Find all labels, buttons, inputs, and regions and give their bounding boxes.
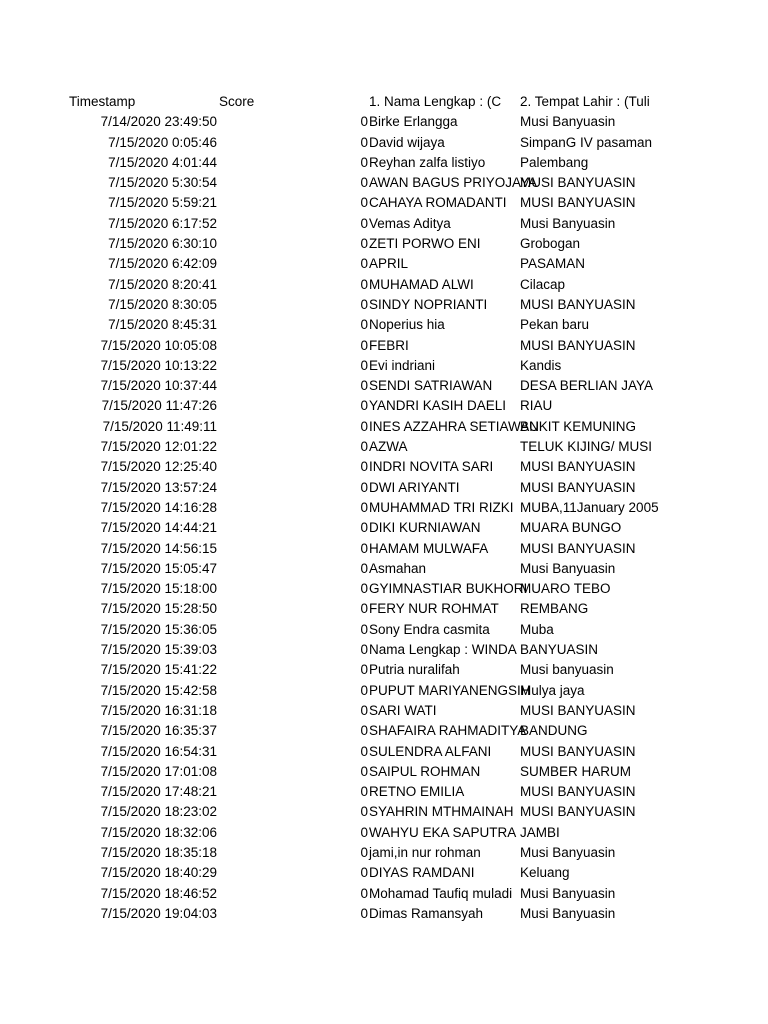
- name-cell: SENDI SATRIAWAN: [369, 378, 493, 394]
- timestamp-cell: 7/15/2020 15:42:58: [100, 682, 217, 698]
- table-row: [0, 457, 768, 477]
- score-cell: 0: [360, 905, 368, 921]
- name-cell: Dimas Ramansyah: [369, 905, 484, 921]
- name-cell: Asmahan: [369, 560, 427, 576]
- score-cell: 0: [360, 215, 368, 231]
- name-cell: SHAFAIRA RAHMADITYA: [369, 723, 527, 739]
- score-cell: 0: [360, 763, 368, 779]
- table-row: [0, 904, 768, 924]
- score-cell: 0: [360, 540, 368, 556]
- table-row: [0, 234, 768, 254]
- timestamp-cell: 7/15/2020 16:31:18: [100, 702, 217, 718]
- name-cell: Mohamad Taufiq muladi: [369, 885, 513, 901]
- score-cell: 0: [360, 195, 368, 211]
- score-cell: 0: [360, 296, 368, 312]
- timestamp-cell: 7/15/2020 15:05:47: [100, 560, 217, 576]
- score-cell: 0: [360, 682, 368, 698]
- table-row: [0, 173, 768, 193]
- name-cell: MUHAMMAD TRI RIZKI: [369, 499, 514, 515]
- table-row: [0, 214, 768, 234]
- score-cell: 0: [360, 398, 368, 414]
- name-cell: APRIL: [369, 256, 409, 272]
- birthplace-cell: MUSI BANYUASIN: [520, 175, 636, 191]
- score-cell: 0: [360, 804, 368, 820]
- score-cell: 0: [360, 134, 368, 150]
- header-name: 1. Nama Lengkap : (C: [369, 94, 502, 109]
- name-cell: AZWA: [369, 439, 408, 455]
- score-cell: 0: [360, 581, 368, 597]
- birthplace-cell: Musi Banyuasin: [520, 885, 616, 901]
- name-cell: David wijaya: [369, 134, 445, 150]
- header-row: [0, 92, 768, 112]
- birthplace-cell: BUKIT KEMUNING: [520, 418, 637, 434]
- birthplace-cell: MUSI BANYUASIN: [520, 784, 636, 800]
- birthplace-cell: Mulya jaya: [520, 682, 585, 698]
- name-cell: Birke Erlangga: [369, 114, 458, 130]
- birthplace-cell: TELUK KIJING/ MUSI: [520, 439, 653, 455]
- timestamp-cell: 7/15/2020 6:30:10: [108, 236, 217, 252]
- timestamp-cell: 7/15/2020 18:35:18: [100, 844, 217, 860]
- table-row: [0, 681, 768, 701]
- timestamp-cell: 7/15/2020 19:04:03: [100, 905, 217, 921]
- score-cell: 0: [360, 439, 368, 455]
- birthplace-cell: Palembang: [520, 154, 589, 170]
- name-cell: RETNO EMILIA: [369, 784, 465, 800]
- timestamp-cell: 7/14/2020 23:49:50: [100, 114, 217, 130]
- table-row: [0, 742, 768, 762]
- timestamp-cell: 7/15/2020 17:48:21: [100, 784, 217, 800]
- name-cell: SINDY NOPRIANTI: [369, 296, 488, 312]
- name-cell: Reyhan zalfa listiyo: [369, 154, 486, 170]
- name-cell: SARI WATI: [369, 702, 437, 718]
- score-cell: 0: [360, 459, 368, 475]
- table-row: [0, 599, 768, 619]
- score-cell: 0: [360, 499, 368, 515]
- name-cell: Nama Lengkap : WINDA: [369, 642, 517, 658]
- score-cell: 0: [360, 702, 368, 718]
- birthplace-cell: BANDUNG: [520, 723, 588, 739]
- table-row: [0, 802, 768, 822]
- table-row: [0, 133, 768, 153]
- name-cell: AWAN BAGUS PRIYOJAYA: [369, 175, 538, 191]
- name-cell: WAHYU EKA SAPUTRA: [369, 824, 517, 840]
- header-birthplace: 2. Tempat Lahir : (Tuli: [520, 94, 650, 109]
- score-cell: 0: [360, 621, 368, 637]
- timestamp-cell: 7/15/2020 18:32:06: [100, 824, 217, 840]
- timestamp-cell: 7/15/2020 14:44:21: [100, 520, 217, 536]
- table-row: [0, 539, 768, 559]
- timestamp-cell: 7/15/2020 10:05:08: [100, 337, 217, 353]
- name-cell: DIYAS RAMDANI: [369, 865, 475, 881]
- table-row: [0, 275, 768, 295]
- timestamp-cell: 7/15/2020 18:40:29: [100, 865, 217, 881]
- table-row: [0, 112, 768, 132]
- timestamp-cell: 7/15/2020 8:30:05: [108, 296, 217, 312]
- timestamp-cell: 7/15/2020 5:30:54: [108, 175, 217, 191]
- birthplace-cell: Musi Banyuasin: [520, 560, 616, 576]
- timestamp-cell: 7/15/2020 8:45:31: [108, 317, 217, 333]
- table-row: [0, 356, 768, 376]
- table-row: [0, 417, 768, 437]
- name-cell: ZETI PORWO ENI: [369, 236, 481, 252]
- score-cell: 0: [360, 520, 368, 536]
- birthplace-cell: PASAMAN: [520, 256, 586, 272]
- name-cell: HAMAM MULWAFA: [369, 540, 489, 556]
- table-row: [0, 315, 768, 335]
- table-row: [0, 396, 768, 416]
- score-cell: 0: [360, 601, 368, 617]
- table-row: [0, 478, 768, 498]
- table-row: [0, 559, 768, 579]
- timestamp-cell: 7/15/2020 4:01:44: [108, 154, 217, 170]
- name-cell: jami,in nur rohman: [369, 844, 481, 860]
- timestamp-cell: 7/15/2020 16:54:31: [100, 743, 217, 759]
- score-cell: 0: [360, 844, 368, 860]
- birthplace-cell: Cilacap: [520, 276, 566, 292]
- score-cell: 0: [360, 418, 368, 434]
- birthplace-cell: Kandis: [520, 357, 562, 373]
- timestamp-cell: 7/15/2020 17:01:08: [100, 763, 217, 779]
- name-cell: DIKI KURNIAWAN: [369, 520, 481, 536]
- score-cell: 0: [360, 317, 368, 333]
- timestamp-cell: 7/15/2020 12:25:40: [100, 459, 217, 475]
- score-cell: 0: [360, 642, 368, 658]
- name-cell: Evi indriani: [369, 357, 436, 373]
- timestamp-cell: 7/15/2020 18:46:52: [100, 885, 217, 901]
- score-cell: 0: [360, 662, 368, 678]
- table-row: [0, 193, 768, 213]
- birthplace-cell: Musi Banyuasin: [520, 905, 616, 921]
- birthplace-cell: DESA BERLIAN JAYA: [520, 378, 654, 394]
- birthplace-cell: MUARA BUNGO: [520, 520, 622, 536]
- name-cell: FERY NUR ROHMAT: [369, 601, 499, 617]
- birthplace-cell: MUSI BANYUASIN: [520, 702, 636, 718]
- birthplace-cell: Muba: [520, 621, 554, 637]
- birthplace-cell: Musi Banyuasin: [520, 114, 616, 130]
- timestamp-cell: 7/15/2020 14:16:28: [100, 499, 217, 515]
- timestamp-cell: 7/15/2020 15:41:22: [100, 662, 217, 678]
- score-cell: 0: [360, 784, 368, 800]
- score-cell: 0: [360, 560, 368, 576]
- name-cell: INDRI NOVITA SARI: [369, 459, 494, 475]
- table-row: [0, 498, 768, 518]
- header-timestamp: Timestamp: [69, 94, 136, 109]
- timestamp-cell: 7/15/2020 11:49:11: [102, 418, 217, 434]
- table-row: [0, 701, 768, 721]
- timestamp-cell: 7/15/2020 10:13:22: [100, 357, 217, 373]
- timestamp-cell: 7/15/2020 15:18:00: [100, 581, 217, 597]
- table-row: [0, 153, 768, 173]
- timestamp-cell: 7/15/2020 0:05:46: [108, 134, 217, 150]
- table-body: [0, 112, 768, 924]
- header-score: Score: [219, 94, 255, 109]
- score-cell: 0: [360, 723, 368, 739]
- birthplace-cell: JAMBI: [520, 824, 560, 840]
- table-row: [0, 660, 768, 680]
- birthplace-cell: MUSI BANYUASIN: [520, 296, 636, 312]
- birthplace-cell: MUSI BANYUASIN: [520, 479, 636, 495]
- birthplace-cell: MUARO TEBO: [520, 581, 611, 597]
- score-cell: 0: [360, 378, 368, 394]
- birthplace-cell: RIAU: [520, 398, 553, 414]
- name-cell: Vemas Aditya: [369, 215, 451, 231]
- table-row: [0, 336, 768, 356]
- table-row: [0, 762, 768, 782]
- birthplace-cell: BANYUASIN: [520, 642, 599, 658]
- timestamp-cell: 7/15/2020 15:36:05: [100, 621, 217, 637]
- name-cell: Noperius hia: [369, 317, 445, 333]
- score-cell: 0: [360, 256, 368, 272]
- score-cell: 0: [360, 479, 368, 495]
- name-cell: INES AZZAHRA SETIAWAN: [369, 418, 540, 434]
- spreadsheet: [0, 92, 768, 924]
- score-cell: 0: [360, 743, 368, 759]
- table-row: [0, 843, 768, 863]
- timestamp-cell: 7/15/2020 8:20:41: [108, 276, 217, 292]
- birthplace-cell: SUMBER HARUM: [520, 763, 632, 779]
- birthplace-cell: MUSI BANYUASIN: [520, 743, 636, 759]
- table-row: [0, 437, 768, 457]
- name-cell: PUPUT MARIYANENGSIH: [369, 682, 531, 698]
- score-cell: 0: [360, 885, 368, 901]
- score-cell: 0: [360, 154, 368, 170]
- name-cell: SAIPUL ROHMAN: [369, 763, 481, 779]
- timestamp-cell: 7/15/2020 18:23:02: [100, 804, 217, 820]
- name-cell: YANDRI KASIH DAELI: [369, 398, 507, 414]
- timestamp-cell: 7/15/2020 13:57:24: [100, 479, 217, 495]
- birthplace-cell: Pekan baru: [520, 317, 590, 333]
- name-cell: FEBRI: [369, 337, 409, 353]
- timestamp-cell: 7/15/2020 14:56:15: [100, 540, 217, 556]
- timestamp-cell: 7/15/2020 15:28:50: [100, 601, 217, 617]
- table-row: [0, 295, 768, 315]
- table-row: [0, 823, 768, 843]
- table-row: [0, 640, 768, 660]
- birthplace-cell: Musi Banyuasin: [520, 215, 616, 231]
- birthplace-cell: MUSI BANYUASIN: [520, 337, 636, 353]
- score-cell: 0: [360, 175, 368, 191]
- name-cell: CAHAYA ROMADANTI: [369, 195, 507, 211]
- birthplace-cell: MUSI BANYUASIN: [520, 540, 636, 556]
- table-row: [0, 721, 768, 741]
- score-cell: 0: [360, 824, 368, 840]
- timestamp-cell: 7/15/2020 16:35:37: [100, 723, 217, 739]
- score-cell: 0: [360, 357, 368, 373]
- timestamp-cell: 7/15/2020 6:17:52: [108, 215, 217, 231]
- birthplace-cell: REMBANG: [520, 601, 589, 617]
- table-row: [0, 579, 768, 599]
- name-cell: SULENDRA ALFANI: [369, 743, 492, 759]
- birthplace-cell: SimpanG IV pasaman: [520, 134, 653, 150]
- table-row: [0, 782, 768, 802]
- birthplace-cell: Keluang: [520, 865, 570, 881]
- table-row: [0, 620, 768, 640]
- name-cell: MUHAMAD ALWI: [369, 276, 474, 292]
- table-row: [0, 863, 768, 883]
- name-cell: Sony Endra casmita: [369, 621, 490, 637]
- score-cell: 0: [360, 236, 368, 252]
- table-row: [0, 376, 768, 396]
- timestamp-cell: 7/15/2020 12:01:22: [100, 439, 217, 455]
- timestamp-cell: 7/15/2020 5:59:21: [108, 195, 217, 211]
- score-cell: 0: [360, 865, 368, 881]
- birthplace-cell: MUSI BANYUASIN: [520, 195, 636, 211]
- birthplace-cell: MUBA,11January 2005: [520, 499, 659, 515]
- table-row: [0, 254, 768, 274]
- birthplace-cell: Grobogan: [520, 236, 581, 252]
- timestamp-cell: 7/15/2020 15:39:03: [100, 642, 217, 658]
- table-row: [0, 518, 768, 538]
- birthplace-cell: Musi banyuasin: [520, 662, 614, 678]
- score-cell: 0: [360, 337, 368, 353]
- name-cell: DWI ARIYANTI: [369, 479, 460, 495]
- timestamp-cell: 7/15/2020 10:37:44: [100, 378, 217, 394]
- birthplace-cell: MUSI BANYUASIN: [520, 804, 636, 820]
- score-cell: 0: [360, 276, 368, 292]
- timestamp-cell: 7/15/2020 11:47:26: [101, 398, 217, 414]
- name-cell: Putria nuralifah: [369, 662, 460, 678]
- table-row: [0, 884, 768, 904]
- name-cell: SYAHRIN MTHMAINAH: [369, 804, 514, 820]
- score-cell: 0: [360, 114, 368, 130]
- birthplace-cell: Musi Banyuasin: [520, 844, 616, 860]
- timestamp-cell: 7/15/2020 6:42:09: [108, 256, 217, 272]
- name-cell: GYIMNASTIAR BUKHORI: [369, 581, 528, 597]
- birthplace-cell: MUSI BANYUASIN: [520, 459, 636, 475]
